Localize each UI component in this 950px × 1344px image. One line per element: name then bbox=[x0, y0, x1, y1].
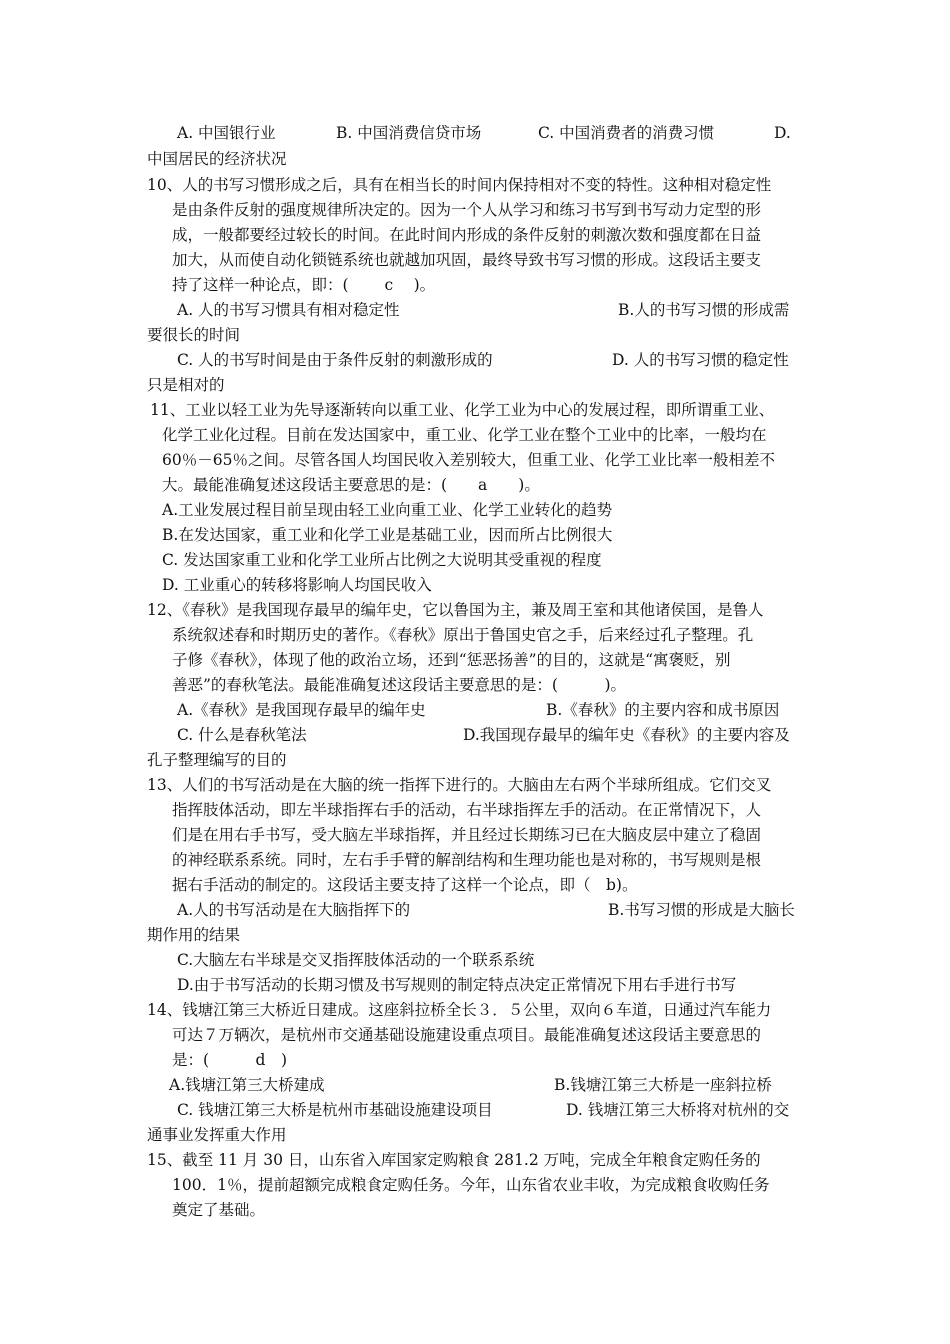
q12-option-d-continued: 孔子整理编写的目的 bbox=[147, 751, 287, 769]
q12-line-4: 善恶”的春秋笔法。最能准确复述这段话主要意思的是：( )。 bbox=[172, 676, 627, 694]
q14-option-c: C. 钱塘江第三大桥是杭州市基础设施建设项目 bbox=[177, 1101, 493, 1119]
q13-option-a: A.人的书写活动是在大脑指挥下的 bbox=[177, 901, 411, 919]
q13-option-b: B.书写习惯的形成是大脑长 bbox=[608, 901, 795, 919]
q13-line-3: 们是在用右手书写，受大脑左半球指挥，并且经过长期练习已在大脑皮层中建立了稳固 bbox=[172, 826, 762, 844]
q10-line-2: 是由条件反射的强度规律所决定的。因为一个人从学习和练习书写到书写动力定型的形 bbox=[172, 201, 762, 219]
q14-option-d: D. 钱塘江第三大桥将对杭州的交 bbox=[566, 1101, 790, 1119]
q9-option-a: A. 中国银行业 bbox=[177, 124, 276, 142]
q10-option-b-continued: 要很长的时间 bbox=[147, 326, 241, 344]
q13-line-5: 据右手活动的制定的。这段话主要支持了这样一个论点，即（ b)。 bbox=[172, 876, 638, 894]
q13-option-b-continued: 期作用的结果 bbox=[147, 926, 241, 944]
q12-option-d: D.我国现存最早的编年史《春秋》的主要内容及 bbox=[463, 726, 790, 744]
q13-line-4: 的神经联系系统。同时，左右手手臂的解剖结构和生理功能也是对称的，书写规则是根 bbox=[172, 851, 762, 869]
q12-option-c: C. 什么是春秋笔法 bbox=[177, 726, 307, 744]
q10-option-c: C. 人的书写时间是由于条件反射的刺激形成的 bbox=[177, 351, 493, 369]
q10-option-d: D. 人的书写习惯的稳定性 bbox=[612, 351, 789, 369]
q12-line-3: 子修《春秋》，体现了他的政治立场，还到“惩恶扬善”的目的，这就是“寓褒贬，别 bbox=[172, 651, 731, 669]
q9-option-b: B. 中国消费信贷市场 bbox=[336, 124, 482, 142]
q11-line-2: 化学工业化过程。目前在发达国家中，重工业、化学工业在整个工业中的比率，一般均在 bbox=[162, 426, 767, 444]
q11-option-a: A.工业发展过程目前呈现由轻工业向重工业、化学工业转化的趋势 bbox=[162, 501, 613, 519]
q9-option-d-continued: 中国居民的经济状况 bbox=[147, 150, 287, 168]
q14-option-b: B.钱塘江第三大桥是一座斜拉桥 bbox=[554, 1076, 772, 1094]
q10-line-1: 10、人的书写习惯形成之后，具有在相当长的时间内保持相对不变的特性。这种相对稳定性 bbox=[147, 176, 772, 194]
q13-line-2: 指挥肢体活动，即左半球指挥右手的活动，右半球指挥左手的活动。在正常情况下，人 bbox=[172, 801, 762, 819]
q13-line-1: 13、人们的书写活动是在大脑的统一指挥下进行的。大脑由左右两个半球所组成。它们交叉 bbox=[147, 776, 772, 794]
q10-line-4: 加大，从而使自动化锁链系统也就越加巩固，最终导致书写习惯的形成。这段话主要支 bbox=[172, 251, 762, 269]
q14-line-2: 可达７万辆次，是杭州市交通基础设施建设重点项目。最能准确复述这段话主要意思的 bbox=[172, 1026, 762, 1044]
q10-line-5: 持了这样一种论点，即：( c )。 bbox=[172, 276, 436, 294]
q11-line-4: 大。最能准确复述这段话主要意思的是：( a )。 bbox=[162, 476, 540, 494]
q14-line-1: 14、钱塘江第三大桥近日建成。这座斜拉桥全长３．５公里，双向６车道，日通过汽车能力 bbox=[147, 1001, 772, 1019]
q9-option-c: C. 中国消费者的消费习惯 bbox=[538, 124, 715, 142]
q10-line-3: 成，一般都要经过较长的时间。在此时间内形成的条件反射的刺激次数和强度都在日益 bbox=[172, 226, 762, 244]
q15-line-1: 15、截至 11 月 30 日，山东省入库国家定购粮食 281.2 万吨，完成全年粮食定购任务的 bbox=[147, 1151, 761, 1169]
q13-option-c: C.大脑左右半球是交叉指挥肢体活动的一个联系系统 bbox=[177, 951, 535, 969]
q11-line-1: 11、工业以轻工业为先导逐渐转向以重工业、化学工业为中心的发展过程，即所谓重工业、 bbox=[150, 401, 775, 419]
q11-line-3: 60％－65％之间。尽管各国人均国民收入差别较大，但重工业、化学工业比率一般相差不 bbox=[162, 451, 775, 469]
q12-option-a: A.《春秋》是我国现存最早的编年史 bbox=[177, 701, 426, 719]
q15-line-3: 奠定了基础。 bbox=[172, 1201, 266, 1219]
q12-line-2: 系统叙述春和时期历史的著作。《春秋》原出于鲁国史官之手，后来经过孔子整理。孔 bbox=[172, 626, 754, 644]
q14-line-3: 是：( d ) bbox=[172, 1051, 288, 1069]
q14-option-a: A.钱塘江第三大桥建成 bbox=[169, 1076, 325, 1094]
q13-option-d: D.由于书写活动的长期习惯及书写规则的制定特点决定正常情况下用右手进行书写 bbox=[177, 976, 737, 994]
q11-option-c: C. 发达国家重工业和化学工业所占比例之大说明其受重视的程度 bbox=[162, 551, 602, 569]
q14-option-d-continued: 通事业发挥重大作用 bbox=[147, 1126, 287, 1144]
q11-option-b: B.在发达国家，重工业和化学工业是基础工业，因而所占比例很大 bbox=[162, 526, 613, 544]
q9-option-d: D. bbox=[774, 124, 791, 142]
q10-option-a: A. 人的书写习惯具有相对稳定性 bbox=[177, 301, 400, 319]
q10-option-d-continued: 只是相对的 bbox=[147, 376, 225, 394]
q10-option-b: B.人的书写习惯的形成需 bbox=[618, 301, 790, 319]
q12-line-1: 12、《春秋》是我国现存最早的编年史，它以鲁国为主，兼及周王室和其他诸侯国，是鲁人 bbox=[147, 601, 764, 619]
q15-line-2: 100．1％，提前超额完成粮食定购任务。今年，山东省农业丰收，为完成粮食收购任务 bbox=[172, 1176, 770, 1194]
q11-option-d: D. 工业重心的转移将影响人均国民收入 bbox=[162, 576, 432, 594]
q12-option-b: B.《春秋》的主要内容和成书原因 bbox=[546, 701, 780, 719]
